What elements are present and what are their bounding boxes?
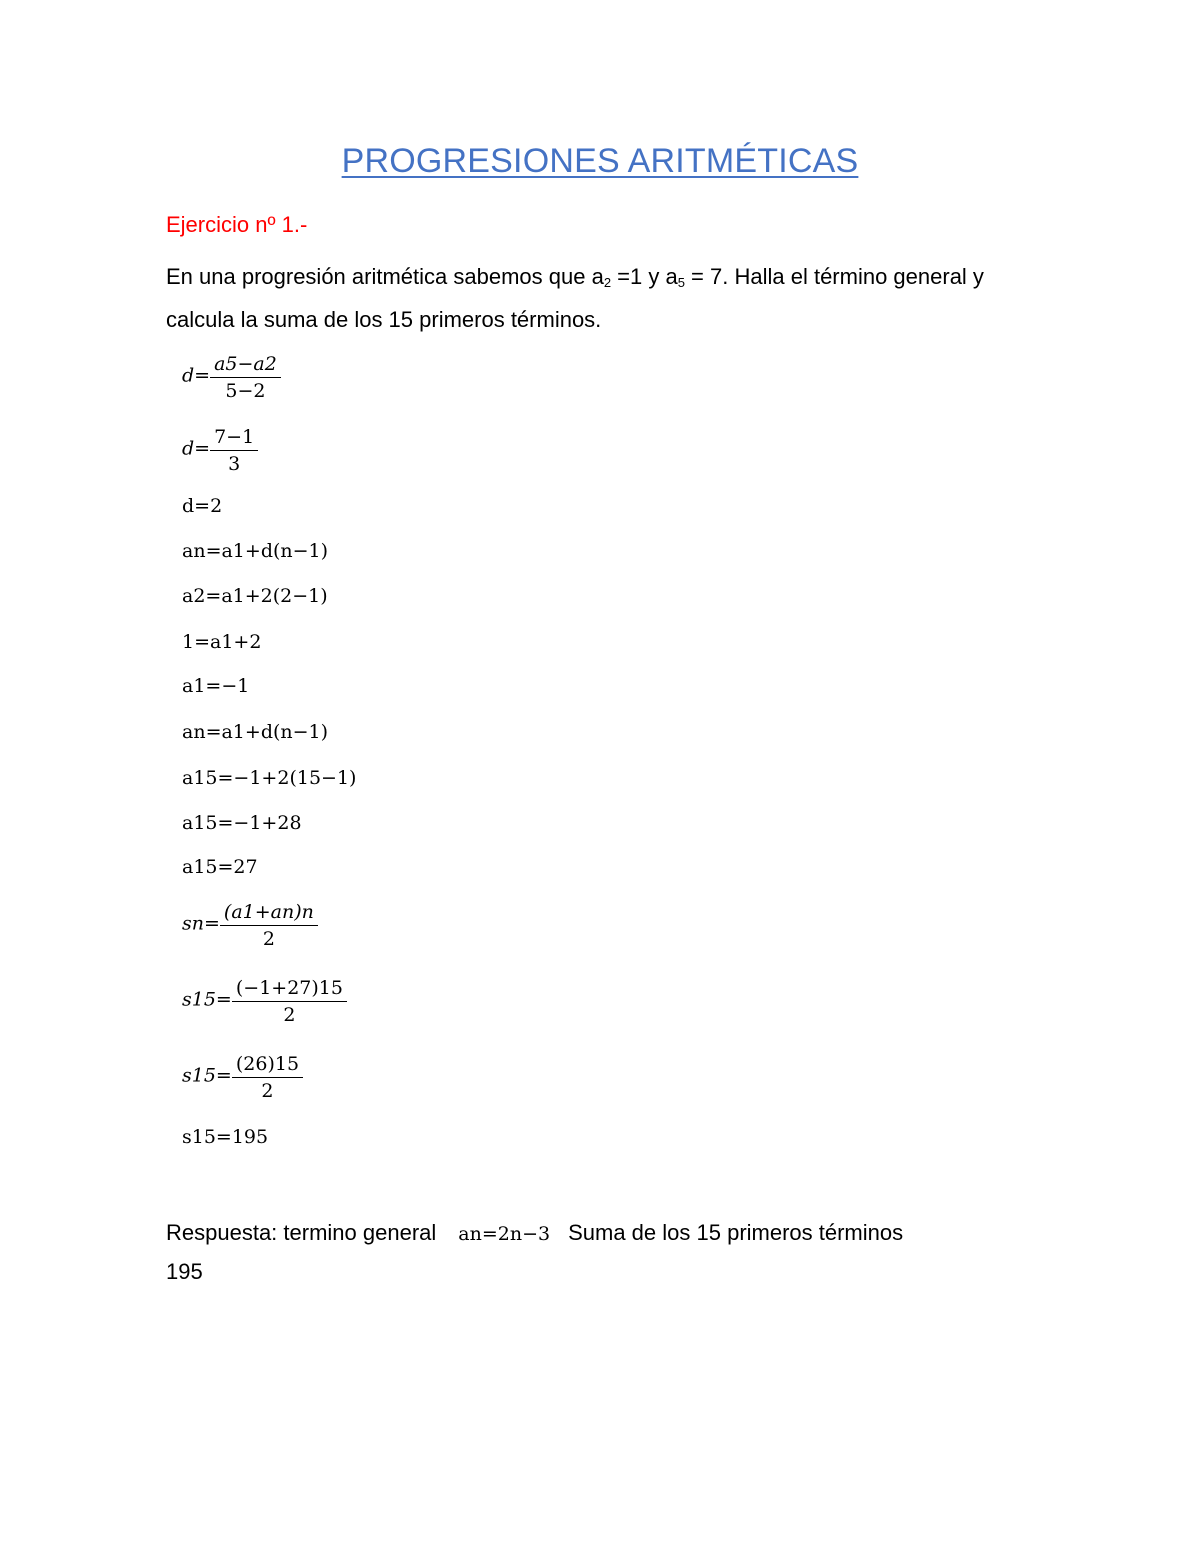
step-8: an=a1+d(n−1) [182,721,329,743]
step-12-numerator: (a1+an)n [220,901,318,926]
step-15: s15=195 [182,1126,269,1148]
statement-text-1: En una progresión aritmética sabemos que a [166,264,604,289]
step-2-numerator: 7−1 [210,426,258,451]
step-1 [182,352,281,401]
page-title: PROGRESIONES ARITMÉTICAS [341,142,859,180]
statement-text-2: =1 y a [611,264,678,289]
answer-sum-label: Suma de los 15 primeros términos [568,1220,904,1245]
step-12-lhs: sn= [182,912,220,935]
step-2-fraction [210,426,258,475]
step-1-denominator: 5−2 [225,380,266,402]
step-13-fraction [232,977,347,1026]
step-14-lhs: s15= [182,1064,232,1087]
step-6: 1=a1+2 [182,631,262,653]
step-12 [182,900,318,949]
step-13-denominator: 2 [283,1004,296,1026]
step-14-numerator: (26)15 [232,1053,303,1078]
step-13-numerator: (−1+27)15 [232,977,347,1002]
step-7: a1=−1 [182,675,250,697]
step-14-fraction [232,1053,303,1102]
step-2-denominator: 3 [228,453,241,475]
exercise-statement [166,258,1046,338]
statement-text-3: = 7. Halla el término general y calcula la suma de los 15 primeros términos. [166,264,984,332]
step-1-numerator: a5−a2 [210,353,281,378]
step-2-lhs: d= [182,437,211,460]
step-9: a15=−1+2(15−1) [182,767,357,789]
step-13 [182,976,347,1025]
step-12-denominator: 2 [262,928,275,950]
step-3: d=2 [182,495,223,517]
step-5: a2=a1+2(2−1) [182,585,328,607]
step-2 [182,425,258,474]
answer [166,1214,1046,1290]
step-1-lhs: d= [182,364,211,387]
exercise-label: Ejercicio nº 1.- [166,212,308,237]
step-11: a15=27 [182,856,258,878]
statement-subscript-1: 2 [603,275,612,290]
step-1-fraction [210,353,281,402]
statement-subscript-2: 5 [677,275,685,290]
step-4: an=a1+d(n−1) [182,540,329,562]
step-10: a15=−1+28 [182,812,302,834]
step-14-denominator: 2 [261,1080,274,1102]
step-12-fraction [220,901,318,950]
answer-label: Respuesta: termino general [166,1220,437,1245]
answer-formula: an=2n−3 [458,1223,551,1245]
step-13-lhs: s15= [182,988,232,1011]
answer-sum-value: 195 [166,1259,203,1284]
step-14 [182,1052,303,1101]
